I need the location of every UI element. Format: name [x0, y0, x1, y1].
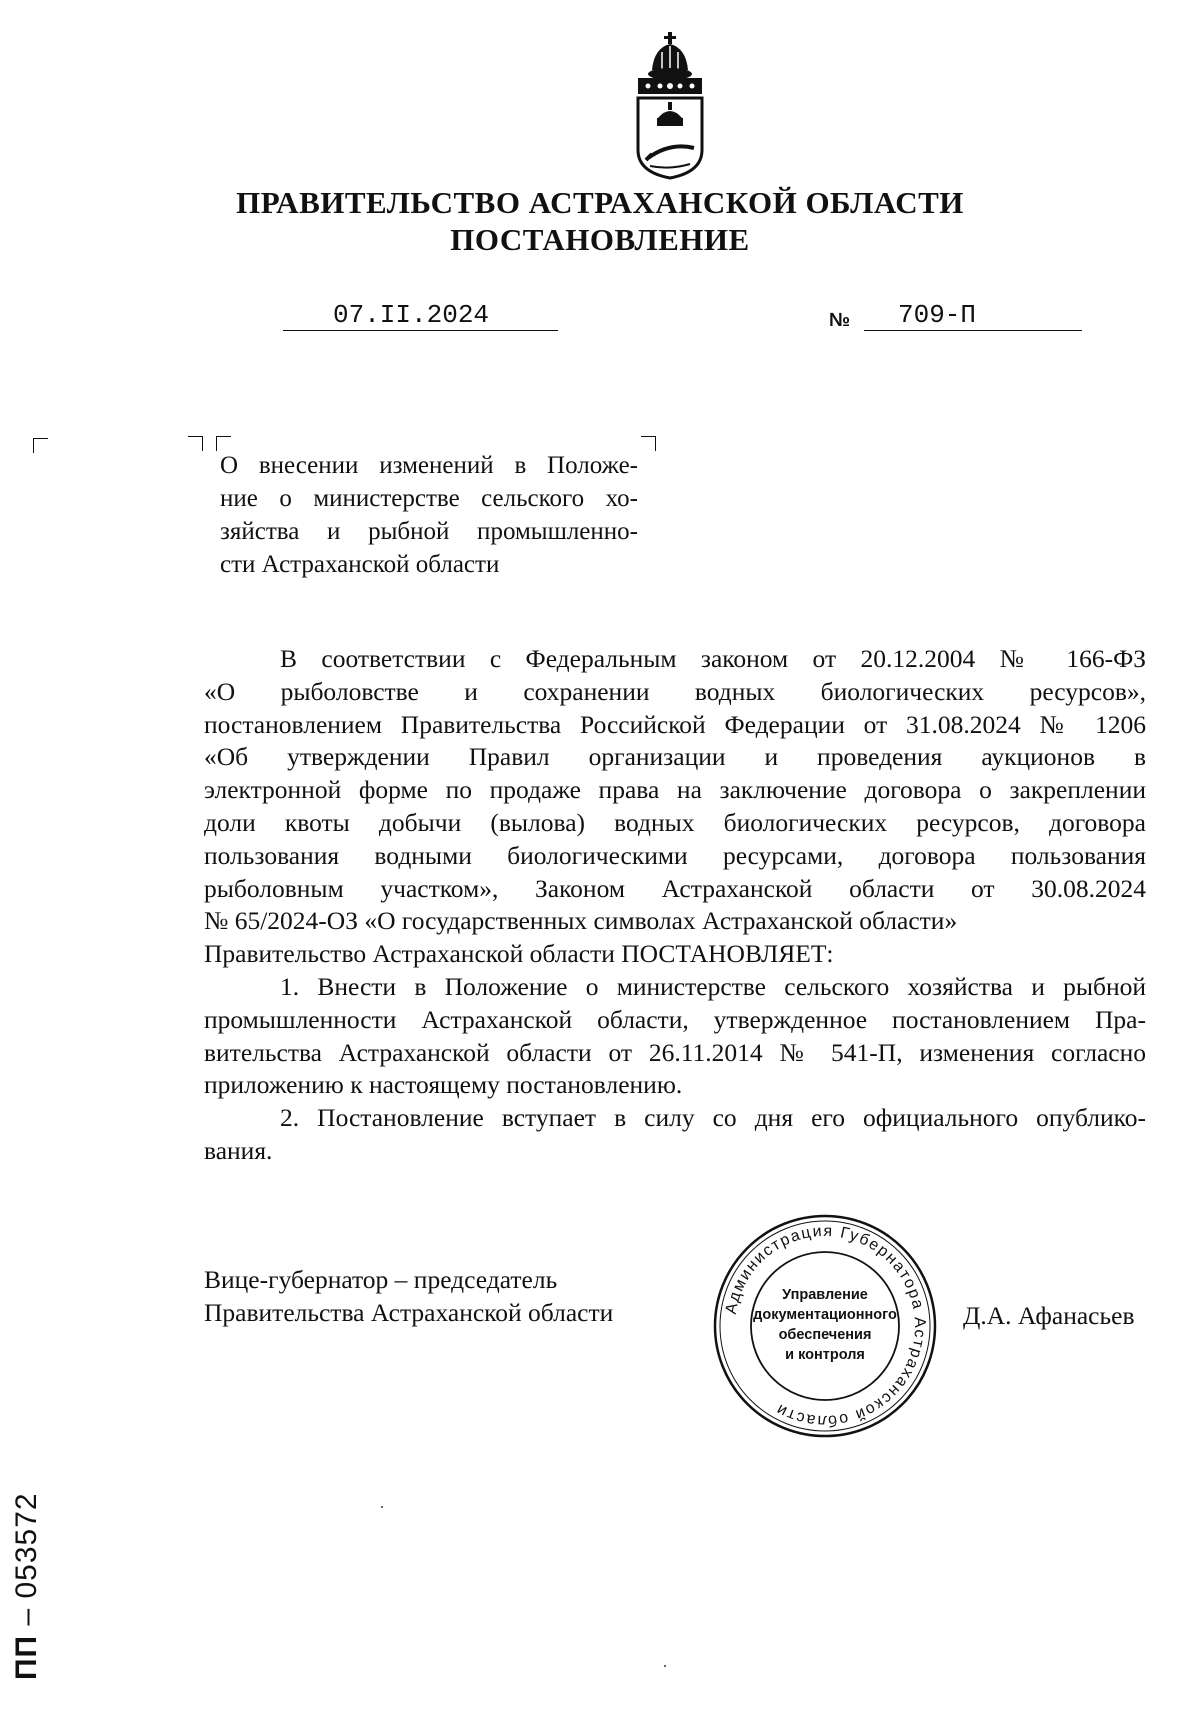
document-subject — [220, 449, 638, 581]
serial-number: 053572 — [10, 1492, 43, 1599]
stamp-inner-line: и контроля — [785, 1347, 865, 1363]
serial-prefix: ПП — [10, 1634, 43, 1680]
preamble-line: Правительство Астраханской области ПОСТАНОВЛЯЕТ: — [204, 939, 834, 969]
document-body — [204, 643, 1146, 1168]
item-1-line: 1. Внести в Положение о министерстве сельского хозяйства и рыбной — [280, 971, 1146, 1001]
item-2-line: вания. — [204, 1135, 273, 1165]
subject-line: сти Астраханской области — [220, 551, 500, 578]
coat-of-arms-icon — [632, 30, 708, 180]
subject-corner-mark-left-outer — [188, 436, 203, 451]
stamp-inner-line: обеспечения — [778, 1327, 872, 1343]
signer-title-line: Вице-губернатор – председатель — [204, 1265, 558, 1294]
preamble-line: «Об утверждении Правил организации и проведения аукционов в — [204, 742, 1146, 772]
signer-title-line: Правительства Астраханской области — [204, 1298, 614, 1327]
serial-dash: – — [10, 1607, 43, 1626]
form-serial-number — [12, 1480, 42, 1680]
signer-title — [204, 1263, 613, 1329]
item-1-line: промышленности Астраханской области, утвержденное постановлением Пра- — [204, 1004, 1146, 1034]
subject-line: О внесении изменений в Положе- — [220, 452, 638, 479]
preamble-line: постановлением Правительства Российской Федерации от 31.08.2024 № 1206 — [204, 709, 1146, 739]
stamp-inner-line: Управление — [782, 1287, 868, 1303]
preamble-line: № 65/2024-ОЗ «О государственных символах Астраханской области» — [204, 906, 958, 936]
stamp-inner-line: документационного — [753, 1307, 897, 1323]
document-type: ПОСТАНОВЛЕНИЕ — [450, 222, 750, 257]
document-date: 07.II.2024 — [333, 300, 490, 330]
document-number: 709-П — [898, 300, 977, 330]
item-1-line: приложению к настоящему постановлению. — [204, 1070, 683, 1100]
subject-corner-mark-right — [641, 436, 656, 451]
scan-artifact — [381, 1506, 383, 1508]
stamp-outer-text: Администрация Губернатора Астраханской области — [722, 1222, 929, 1430]
preamble-line: рыболовным участком», Законом Астраханской области от 30.08.2024 — [204, 873, 1146, 903]
item-2-line: 2. Постановление вступает в силу со дня его официального опублико- — [280, 1103, 1146, 1133]
signer-name: Д.А. Афанасьев — [963, 1301, 1135, 1330]
date-field — [283, 302, 558, 331]
scan-artifact — [664, 1665, 666, 1667]
item-1-line: вительства Астраханской области от 26.11.2014 № 541-П, изменения согласно — [204, 1037, 1146, 1067]
left-margin-corner-mark — [33, 438, 48, 453]
organization-title: ПРАВИТЕЛЬСТВО АСТРАХАНСКОЙ ОБЛАСТИ — [236, 185, 964, 220]
svg-text:Администрация Губернатора Астр — [723, 1223, 928, 1429]
preamble-line: В соответствии с Федеральным законом от 20.12.2004 № 166-ФЗ — [280, 644, 1146, 673]
preamble-line: электронной форме по продаже права на заключение договора о закреплении — [204, 775, 1146, 805]
subject-line: зяйства и рыбной промышленно- — [220, 518, 638, 545]
number-sign: № — [829, 310, 851, 331]
subject-line: ние о министерстве сельского хо- — [220, 485, 638, 512]
number-field — [864, 302, 1082, 331]
preamble-line: доли квоты добычи (вылова) водных биологических ресурсов, договора — [204, 807, 1146, 837]
official-stamp — [712, 1213, 938, 1439]
preamble-line: пользования водными биологическими ресурсами, договора пользования — [204, 840, 1146, 870]
preamble-line: «О рыболовстве и сохранении водных биологических ресурсов», — [204, 676, 1146, 706]
